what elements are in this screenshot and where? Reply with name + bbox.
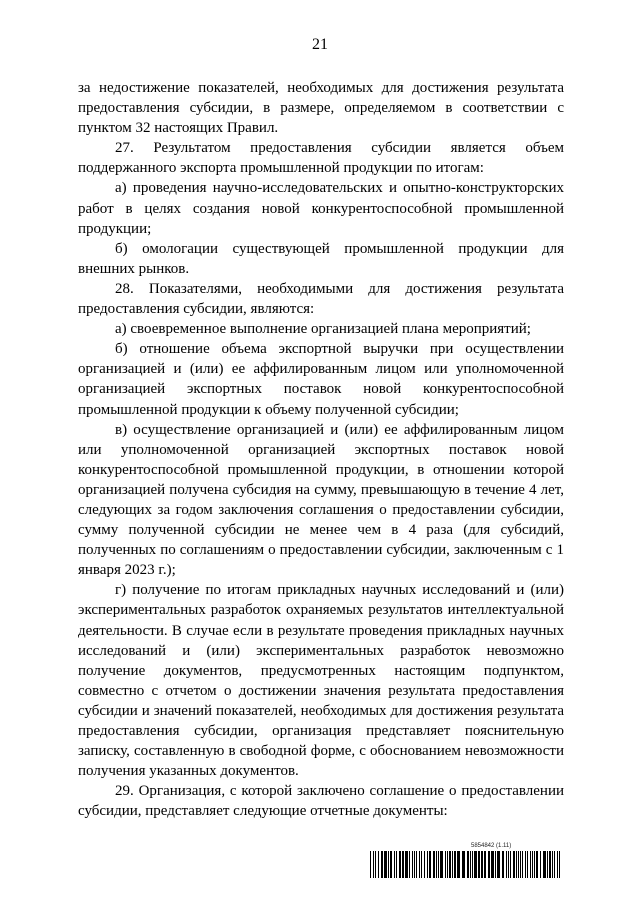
paragraph: а) своевременное выполнение организацией плана мероприятий; bbox=[115, 321, 531, 338]
page-number: 21 bbox=[312, 36, 328, 53]
paragraph: б) отношение объема экспортной выручки при осуществлении организацией и (или) ее аффилированным лицом или уполномоченной организацией экспортных поставок новой конкурентоспособной промышленной продукции к объему полученной субсидии; bbox=[78, 341, 564, 418]
paragraph: г) получение по итогам прикладных научных исследований и (или) экспериментальных разработок охраняемых результатов интеллектуальной деятельности. В случае если в результате проведения прикладных научных исследований и (или) экспериментальных разработок невозможно получение документов, предусмотренных настоящим подпунктом, совместно с отчетом о достижении значения результата предоставления субсидии и значений показателей, необходимых для достижения результата предоставления субсидии, организация представляет пояснительную записку, составленную в свободной форме, с обоснованием невозможности получения указанных документов. bbox=[78, 582, 564, 780]
paragraph: 28. Показателями, необходимыми для достижения результата предоставления субсидии, являются: bbox=[78, 280, 564, 318]
barcode-image bbox=[370, 851, 560, 878]
document-code: 5854842 (1.11) bbox=[471, 843, 512, 849]
paragraph: 29. Организация, с которой заключено соглашение о предоставлении субсидии, представляет следующие отчетные документы: bbox=[78, 783, 564, 820]
paragraph: в) осуществление организацией и (или) ее аффилированным лицом или уполномоченной организацией экспортных поставок новой конкурентоспособной промышленной продукции, в отношении которой организацией получена субсидия на сумму, превышающую в течение 4 лет, следующих за годом заключения соглашения о предоставлении субсидии, сумму полученной субсидии не менее чем в 4 раза (для субсидий, полученных по соглашениям о предоставлении субсидии, заключенным с 1 января 2023 г.); bbox=[78, 421, 564, 579]
paragraph: 27. Результатом предоставления субсидии является объем поддержанного экспорта промышленной продукции по итогам: bbox=[78, 140, 564, 177]
paragraph: б) омологации существующей промышленной продукции для внешних рынков. bbox=[78, 240, 564, 277]
document-body bbox=[78, 78, 564, 821]
paragraph: за недостижение показателей, необходимых для достижения результата предоставления субсидии, в размере, определяемом в соответствии с пунктом 32 настоящих Правил. bbox=[78, 80, 564, 137]
paragraph: а) проведения научно-исследовательских и опытно-конструкторских работ в целях создания новой конкурентоспособной промышленной продукции; bbox=[78, 180, 564, 237]
